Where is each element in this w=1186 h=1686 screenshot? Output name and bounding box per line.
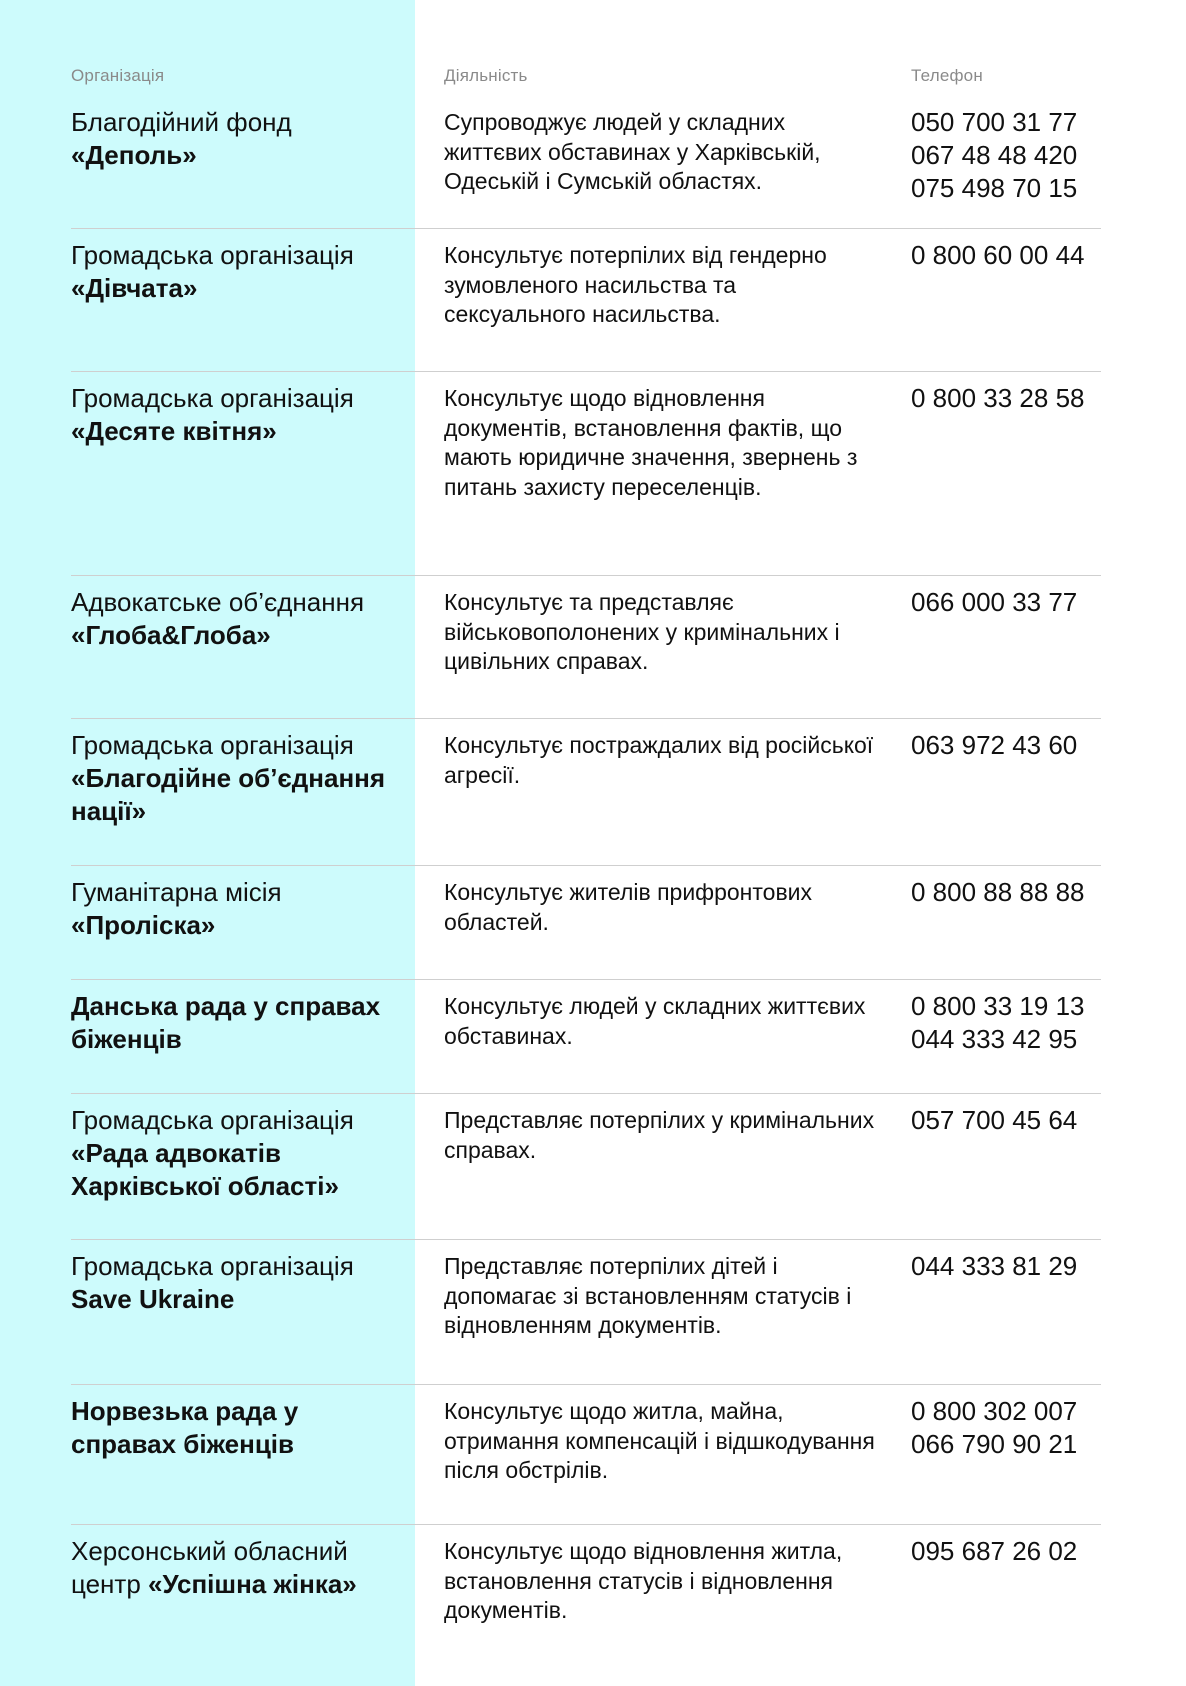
organization-type: Громадська організація [71, 240, 354, 270]
header-organization: Організація [71, 66, 165, 85]
organization-name: Данська рада у справах біженців [71, 991, 381, 1054]
organization-cell [71, 876, 401, 942]
organization-cell [71, 382, 401, 448]
header-phone: Телефон [911, 66, 983, 85]
organization-name: «Проліска» [71, 910, 216, 940]
phone-number[interactable]: 0 800 33 19 13 [911, 991, 1085, 1021]
phone-cell [911, 876, 1111, 909]
table-row [71, 1525, 1101, 1685]
phone-cell [911, 990, 1111, 1056]
phone-number[interactable]: 0 800 302 007 [911, 1396, 1078, 1426]
activity-cell: Консультує постраждалих від російської агресії. [444, 732, 874, 788]
phone-number[interactable]: 066 000 33 77 [911, 587, 1078, 617]
table-row [71, 719, 1101, 866]
organization-cell [71, 106, 401, 172]
phone-cell [911, 1250, 1111, 1283]
activity-cell: Супроводжує людей у складних життєвих обставинах у Харківській, Одеській і Сумській областях. [444, 109, 821, 194]
organization-cell [71, 1104, 401, 1203]
activity-cell: Консультує щодо житла, майна, отримання компенсацій і відшкодування після обстрілів. [444, 1398, 875, 1483]
phone-number[interactable]: 0 800 88 88 88 [911, 877, 1085, 907]
organization-cell [71, 239, 401, 305]
table-row [71, 372, 1101, 576]
phone-number[interactable]: 057 700 45 64 [911, 1105, 1078, 1135]
table-row [71, 576, 1101, 719]
activity-cell: Консультує жителів прифронтових областей. [444, 879, 813, 935]
organization-cell [71, 586, 401, 652]
phone-cell [911, 239, 1111, 272]
organization-type: Громадська організація [71, 1251, 354, 1281]
phone-cell [911, 729, 1111, 762]
activity-cell: Консультує щодо відновлення житла, встановлення статусів і відновлення документів. [444, 1538, 843, 1623]
phone-number[interactable]: 044 333 42 95 [911, 1024, 1078, 1054]
organization-type: Благодійний фонд [71, 107, 292, 137]
phone-cell [911, 586, 1111, 619]
table-row [71, 1094, 1101, 1240]
phone-cell [911, 1395, 1111, 1461]
organization-cell [71, 1535, 401, 1601]
organizations-table [71, 66, 1101, 1685]
activity-cell: Представляє потерпілих у кримінальних справах. [444, 1107, 875, 1163]
organization-type: Громадська організація [71, 383, 354, 413]
activity-cell: Консультує людей у складних життєвих обставинах. [444, 993, 866, 1049]
organization-name: «Рада адвокатів Харківської області» [71, 1138, 339, 1201]
phone-number[interactable]: 075 498 70 15 [911, 173, 1078, 203]
phone-number[interactable]: 063 972 43 60 [911, 730, 1078, 760]
phone-number[interactable]: 067 48 48 420 [911, 140, 1078, 170]
phone-number[interactable]: 044 333 81 29 [911, 1251, 1078, 1281]
table-row [71, 1385, 1101, 1525]
table-row [71, 96, 1101, 229]
organization-name: «Глоба&Глоба» [71, 620, 271, 650]
organization-cell [71, 1250, 401, 1316]
organization-name: «Благодійне об’єднання нації» [71, 763, 386, 826]
organization-name: «Десяте квітня» [71, 416, 277, 446]
organization-name: Save Ukraine [71, 1284, 235, 1314]
phone-cell [911, 382, 1111, 415]
phone-number[interactable]: 0 800 33 28 58 [911, 383, 1085, 413]
header-activity: Діяльність [444, 66, 528, 85]
phone-cell [911, 1104, 1111, 1137]
organization-type: Гуманітарна місія [71, 877, 282, 907]
table-row [71, 1240, 1101, 1385]
activity-cell: Консультує та представляє військовополонених у кримінальних і цивільних справах. [444, 589, 840, 674]
table-row [71, 980, 1101, 1094]
organization-cell [71, 990, 401, 1056]
phone-number[interactable]: 066 790 90 21 [911, 1429, 1078, 1459]
activity-cell: Консультує потерпілих від гендерно зумовленого насильства та сексуального насильства. [444, 242, 827, 327]
organization-name: «Деполь» [71, 140, 197, 170]
activity-cell: Консультує щодо відновлення документів, встановлення фактів, що мають юридичне значення, звернень з питань захисту переселенців. [444, 385, 858, 500]
organization-cell [71, 729, 401, 828]
phone-number[interactable]: 0 800 60 00 44 [911, 240, 1085, 270]
phone-cell [911, 1535, 1111, 1568]
table-header [71, 66, 1101, 96]
phone-number[interactable]: 050 700 31 77 [911, 107, 1078, 137]
organization-type: Громадська організація [71, 1105, 354, 1135]
table-row [71, 229, 1101, 372]
activity-cell: Представляє потерпілих дітей і допомагає зі встановленням статусів і відновленням документів. [444, 1253, 852, 1338]
organization-type: Громадська організація [71, 730, 354, 760]
table-row [71, 866, 1101, 980]
organization-name: «Дівчата» [71, 273, 198, 303]
phone-number[interactable]: 095 687 26 02 [911, 1536, 1078, 1566]
organization-type: Адвокатське об’єднання [71, 587, 365, 617]
phone-cell [911, 106, 1111, 205]
organization-type: Херсонський обласний центр [71, 1536, 348, 1599]
organization-cell [71, 1395, 401, 1461]
organization-name: Норвезька рада у справах біженців [71, 1396, 299, 1459]
organization-name: «Успішна жінка» [148, 1569, 357, 1599]
